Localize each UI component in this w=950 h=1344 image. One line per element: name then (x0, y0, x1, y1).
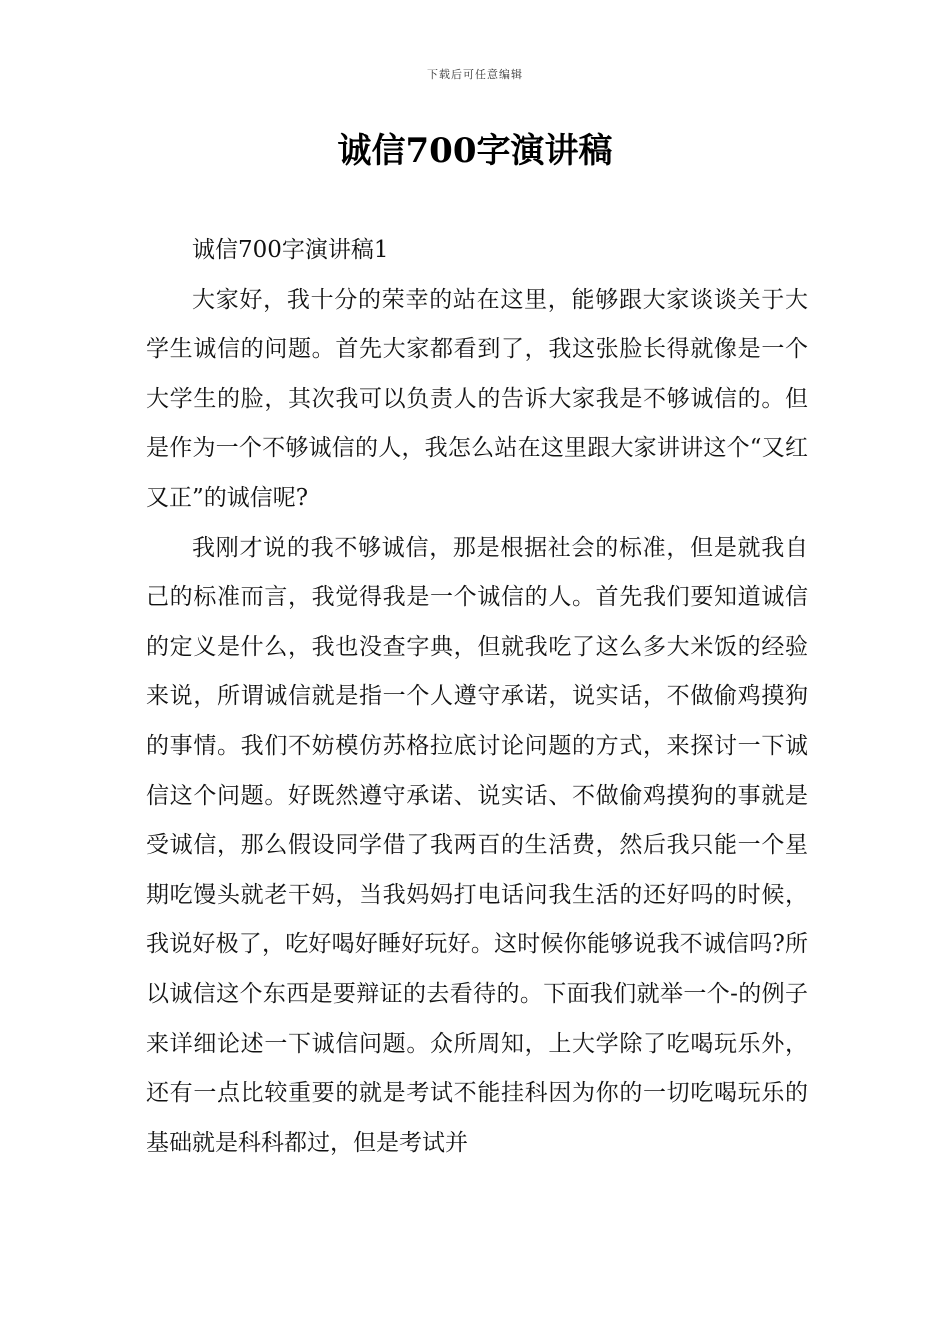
paragraph-2: 我刚才说的我不够诚信，那是根据社会的标准，但是就我自己的标准而言，我觉得我是一个诚信的人。首先我们要知道诚信的定义是什么，我也没查字典，但就我吃了这么多大米饭的经验来说，所谓诚信就是指一个人遵守承诺，说实话，不做偷鸡摸狗的事情。我们不妨模仿苏格拉底讨论问题的方式，来探讨一下诚信这个问题。好既然遵守承诺、说实话、不做偷鸡摸狗的事就是受诚信，那么假设同学借了我两百的生活费，然后我只能一个星期吃馒头就老干妈，当我妈妈打电话问我生活的还好吗的时候，我说好极了，吃好喝好睡好玩好。这时候你能够说我不诚信吗?所以诚信这个东西是要辩证的去看待的。下面我们就举一个-的例子来详细论述一下诚信问题。众所周知，上大学除了吃喝玩乐外，还有一点比较重要的就是考试不能挂科因为你的一切吃喝玩乐的基础就是科科都过，但是考试并 (146, 534, 808, 1156)
document-title: 诚信700字演讲稿 (337, 131, 613, 171)
paragraph-1: 大家好，我十分的荣幸的站在这里，能够跟大家谈谈关于大学生诚信的问题。首先大家都看到了，我这张脸长得就像是一个大学生的脸，其次我可以负责人的告诉大家我是不够诚信的。但是作为一个不够诚信的人，我怎么站在这里跟大家讲讲这个“又红又正”的诚信呢? (146, 286, 808, 511)
section-heading: 诚信700字演讲稿1 (192, 237, 389, 263)
header-note: 下载后可任意编辑 (427, 68, 523, 81)
document-body (146, 226, 808, 1168)
